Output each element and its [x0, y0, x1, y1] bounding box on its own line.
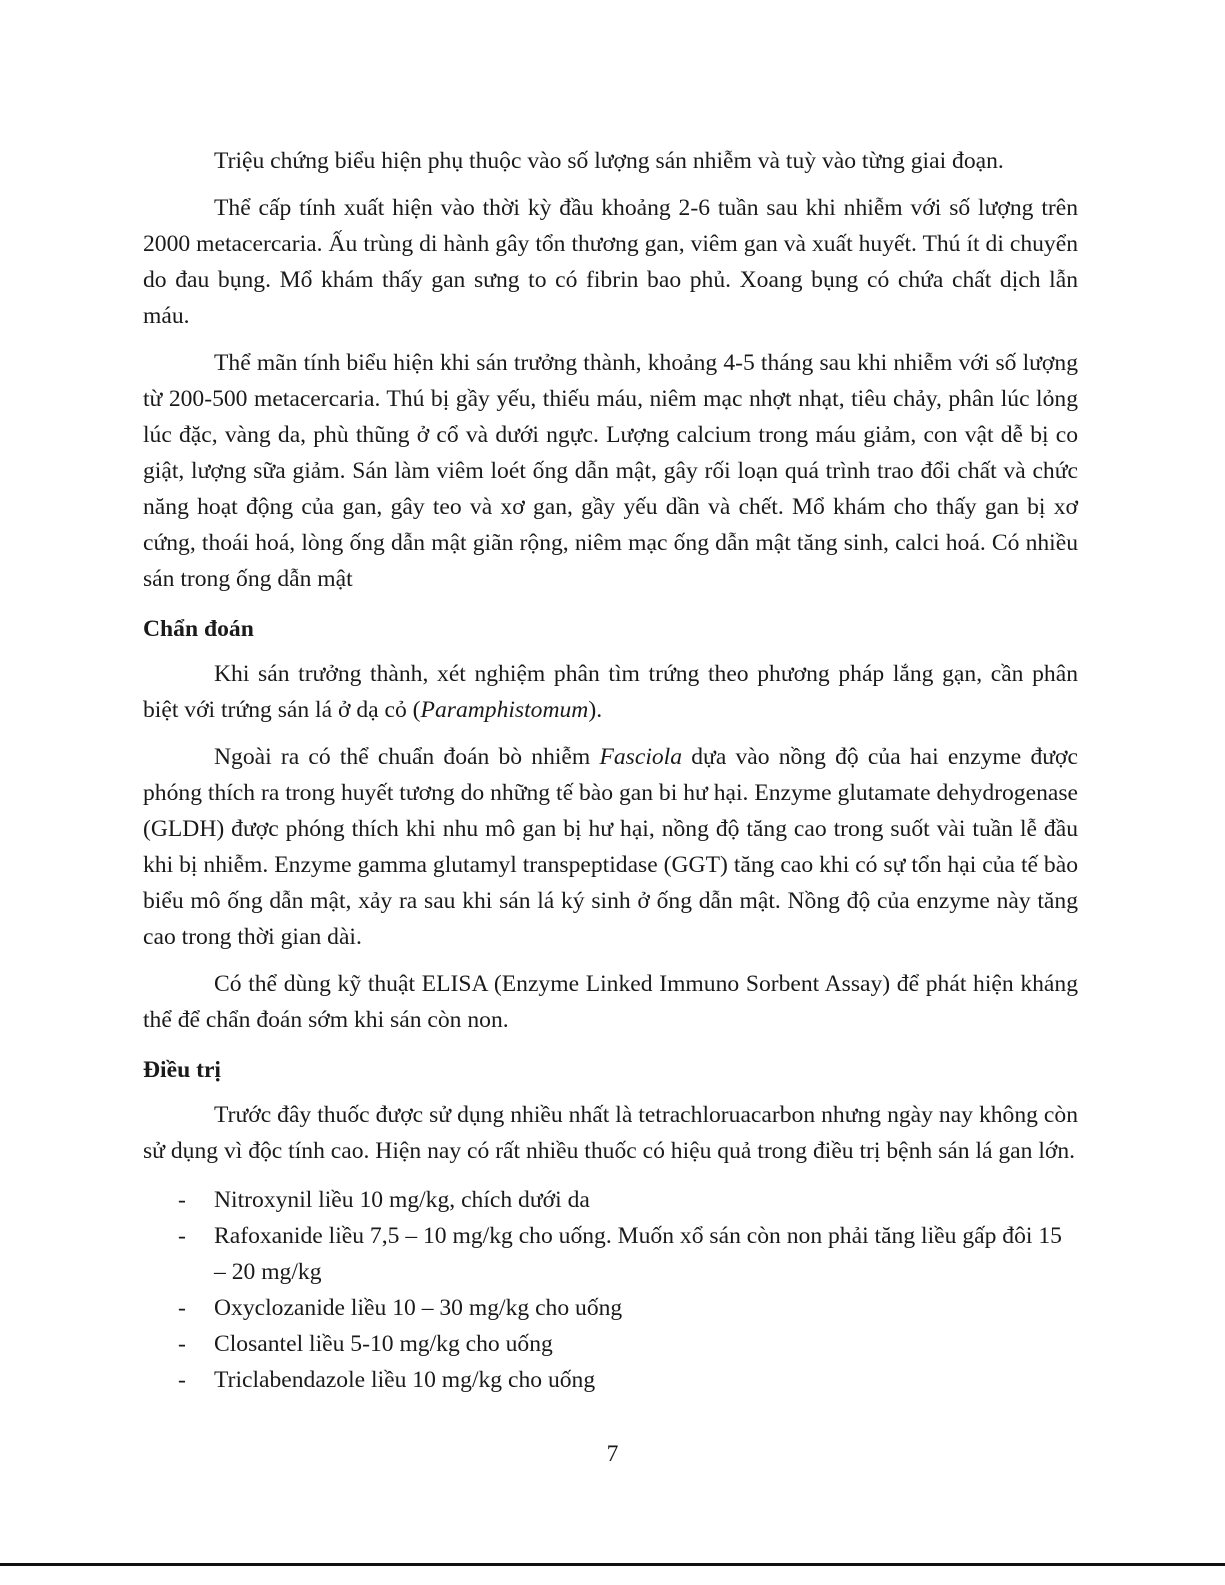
list-item [143, 1182, 1078, 1218]
bullet-dash: - [178, 1367, 186, 1393]
treatment-heading: Điều trị [143, 1057, 221, 1083]
chronic-form-paragraph: Thể mãn tính biểu hiện khi sán trưởng thành, khoảng 4-5 tháng sau khi nhiễm với số lượng từ 200-500 metacercaria. Thú bị gầy yếu, thiếu máu, niêm mạc nhợt nhạt, tiêu chảy, phân lúc lỏng lúc đặc, vàng da, phù thũng ở cổ và dưới ngực. Lượng calcium trong máu giảm, con vật dễ bị co giật, lượng sữa giảm. Sán làm viêm loét ống dẫn mật, gây rối loạn quá trình trao đổi chất và chức năng hoạt động của gan, gây teo và xơ gan, gầy yếu dần và chết. Mổ khám cho thấy gan bị xơ cứng, thoái hoá, lòng ống dẫn mật giãn rộng, niêm mạc ống dẫn mật tăng sinh, calci hoá. Có nhiều sán trong ống dẫn mật [143, 350, 1078, 592]
fasciola-term: Fasciola [599, 744, 683, 770]
list-item-text: Triclabendazole liều 10 mg/kg cho uống [214, 1367, 596, 1393]
paramphistomum-term: Paramphistomum [420, 697, 589, 723]
list-item [143, 1290, 1078, 1326]
diagnosis-paragraph-1 [143, 656, 1078, 728]
bottom-rule [0, 1563, 1225, 1566]
acute-form-paragraph: Thể cấp tính xuất hiện vào thời kỳ đầu khoảng 2-6 tuần sau khi nhiễm với số lượng trên 2000 metacercaria. Ấu trùng di hành gây tổn thương gan, viêm gan và xuất huyết. Thú ít di chuyển do đau bụng. Mổ khám thấy gan sưng to có fibrin bao phủ. Xoang bụng có chứa chất dịch lẫn máu. [143, 195, 1078, 329]
list-item-text: Nitroxynil liều 10 mg/kg, chích dưới da [214, 1187, 590, 1213]
bullet-dash: - [178, 1295, 186, 1321]
list-item [143, 1218, 1078, 1290]
list-item-text: Rafoxanide liều 7,5 – 10 mg/kg cho uống. Muốn xổ sán còn non phải tăng liều gấp đôi 15 – 20 mg/kg [214, 1223, 1062, 1285]
list-item-text: Closantel liều 5-10 mg/kg cho uống [214, 1331, 553, 1357]
page-number: 7 [606, 1441, 619, 1467]
elisa-paragraph: Có thể dùng kỹ thuật ELISA (Enzyme Linked Immuno Sorbent Assay) để phát hiện kháng thể để chẩn đoán sớm khi sán còn non. [143, 971, 1078, 1033]
drug-dose-list [143, 1182, 1078, 1398]
bullet-dash: - [178, 1187, 186, 1213]
diagnosis-p2-text-after: dựa vào nồng độ của hai enzyme được phóng thích ra trong huyết tương do những tế bào gan bi hư hại. Enzyme glutamate dehydrogenase (GLDH) được phóng thích khi nhu mô gan bị hư hại, nồng độ tăng cao trong suốt vài tuần lễ đầu khi bị nhiễm. Enzyme gamma glutamyl transpeptidase (GGT) tăng cao khi có sự tổn hại của tế bào biểu mô ống dẫn mật, xảy ra sau khi sán lá ký sinh ở ống dẫn mật. Nồng độ của enzyme này tăng cao trong thời gian dài. [143, 744, 1078, 950]
list-item-text: Oxyclozanide liều 10 – 30 mg/kg cho uống [214, 1295, 623, 1321]
treatment-paragraph: Trước đây thuốc được sử dụng nhiều nhất là tetrachloruacarbon nhưng ngày nay không còn sử dụng vì độc tính cao. Hiện nay có rất nhiều thuốc có hiệu quả trong điều trị bệnh sán lá gan lớn. [143, 1102, 1078, 1164]
diagnosis-heading: Chẩn đoán [143, 616, 254, 642]
symptoms-intro-paragraph: Triệu chứng biểu hiện phụ thuộc vào số lượng sán nhiễm và tuỳ vào từng giai đoạn. [214, 148, 1004, 174]
document-page [143, 143, 1078, 1398]
diagnosis-p1-text-before: Khi sán trưởng thành, xét nghiệm phân tìm trứng theo phương pháp lắng gạn, cần phân biệt với trứng sán lá ở dạ cỏ ( [143, 661, 1078, 723]
list-item [143, 1326, 1078, 1362]
bullet-dash: - [178, 1331, 186, 1357]
diagnosis-p2-text-before: Ngoài ra có thể chuẩn đoán bò nhiễm [214, 744, 600, 770]
diagnosis-paragraph-2 [143, 739, 1078, 955]
list-item [143, 1362, 1078, 1398]
diagnosis-p1-text-after: ). [588, 697, 603, 723]
bullet-dash: - [178, 1223, 186, 1249]
